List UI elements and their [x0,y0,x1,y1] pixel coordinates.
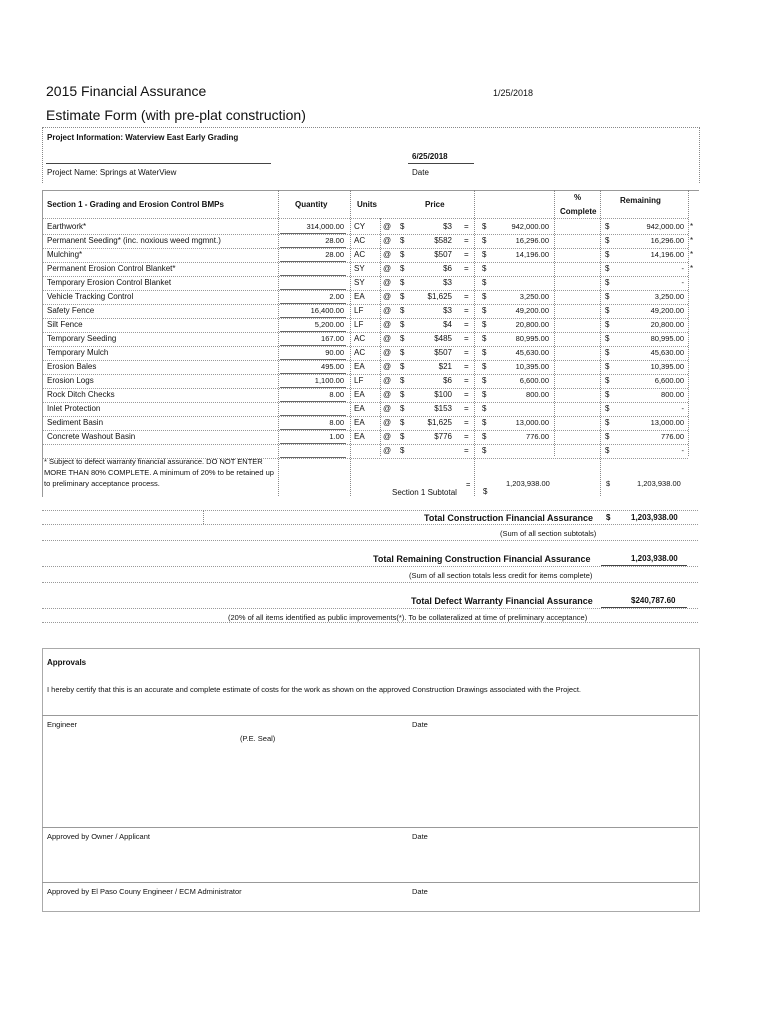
row-total: 13,000.00 [515,418,549,427]
total-construction-value: 1,203,938.00 [631,513,678,522]
row-unit: AC [354,250,366,259]
row-total: 20,800.00 [515,320,549,329]
subtotal-dollar-2: $ [483,487,488,496]
row-quantity: 167.00 [321,334,344,343]
row-dollar-remaining: $ [605,320,610,329]
row-dollar-total: $ [482,222,487,231]
row-eq: = [464,446,469,455]
row-dollar: $ [400,278,405,287]
row-remaining: 13,000.00 [650,418,684,427]
row-item: Concrete Washout Basin [47,432,136,441]
row-dollar: $ [400,236,405,245]
row-price: $1,625 [427,292,452,301]
row-eq: = [464,264,469,273]
row-remaining: 776.00 [661,432,684,441]
row-dollar-remaining: $ [605,264,610,273]
row-price: $776 [434,432,452,441]
subtotal-eq: = [466,480,471,489]
row-dollar: $ [400,334,405,343]
row-at: @ [383,320,392,329]
total-warranty-note: (20% of all items identified as public improvements(*). To be collateralized at time of preliminary acceptance) [228,613,588,622]
row-at: @ [383,222,392,231]
row-dollar-remaining: $ [605,404,610,413]
row-eq: = [464,348,469,357]
row-quantity: 16,400.00 [310,306,344,315]
row-star: * [690,250,694,259]
row-price: $582 [434,236,452,245]
row-dollar: $ [400,446,405,455]
row-item: Safety Fence [47,306,95,315]
county-date-label: Date [412,887,428,896]
col-header-quantity: Quantity [295,200,328,209]
row-eq: = [464,222,469,231]
row-price: $485 [434,334,452,343]
row-at: @ [383,418,392,427]
row-total: 45,630.00 [515,348,549,357]
subtotal-remaining: 1,203,938.00 [637,479,681,488]
col-header-price: Price [425,200,445,209]
row-eq: = [464,418,469,427]
row-item: Earthwork* [47,222,87,231]
row-unit: SY [354,264,365,273]
col-header-units: Units [357,200,377,209]
row-at: @ [383,278,392,287]
row-price: $1,625 [427,418,452,427]
row-quantity: 8.00 [329,418,344,427]
row-remaining: 16,296.00 [650,236,684,245]
col-header-remaining: Remaining [620,196,661,205]
row-dollar-remaining: $ [605,250,610,259]
row-total: 3,250.00 [519,292,549,301]
row-dollar-remaining: $ [605,362,610,371]
row-eq: = [464,334,469,343]
row-dollar: $ [400,222,405,231]
row-dollar-total: $ [482,362,487,371]
total-remaining-label: Total Remaining Construction Financial Assurance [373,554,591,564]
project-info-label: Project Information: Waterview East Early Grading [47,133,239,142]
row-dollar-total: $ [482,404,487,413]
subtotal-label: Section 1 Subtotal [392,488,457,497]
total-remaining-value: 1,203,938.00 [631,554,678,563]
row-dollar-total: $ [482,320,487,329]
total-construction-note: (Sum of all section subtotals) [500,529,597,538]
row-at: @ [383,348,392,357]
row-quantity: 495.00 [321,362,344,371]
row-total: 776.00 [526,432,549,441]
row-remaining: 3,250.00 [654,292,684,301]
row-item: Vehicle Tracking Control [47,292,134,301]
engineer-label: Engineer [47,720,78,729]
row-dollar-remaining: $ [605,222,610,231]
row-dollar: $ [400,390,405,399]
row-price: $6 [443,264,452,273]
row-unit: LF [354,320,364,329]
row-dollar-remaining: $ [605,278,610,287]
row-dollar-total: $ [482,390,487,399]
row-total: 49,200.00 [515,306,549,315]
row-quantity: 8.00 [329,390,344,399]
row-item: Rock Ditch Checks [47,390,115,399]
row-at: @ [383,390,392,399]
row-eq: = [464,432,469,441]
row-star: * [690,236,694,245]
row-total: 800.00 [526,390,549,399]
row-remaining: - [681,278,684,287]
table-note: * Subject to defect warranty financial assurance. DO NOT ENTER MORE THAN 80% COMPLETE. A minimum of 20% to be retained up to preliminary acceptance process. [44,457,274,488]
row-unit: LF [354,376,364,385]
row-dollar-total: $ [482,348,487,357]
row-dollar: $ [400,250,405,259]
row-unit: EA [354,292,365,301]
row-dollar-total: $ [482,264,487,273]
row-eq: = [464,320,469,329]
row-at: @ [383,292,392,301]
row-item: Silt Fence [47,320,83,329]
owner-date-label: Date [412,832,428,841]
row-eq: = [464,236,469,245]
row-eq: = [464,306,469,315]
row-price: $507 [434,348,452,357]
row-eq: = [464,390,469,399]
row-unit: AC [354,334,366,343]
row-dollar-remaining: $ [605,292,610,301]
row-item: Permanent Seeding* (inc. noxious weed mgmnt.) [47,236,221,245]
row-star: * [690,264,694,273]
row-price: $21 [438,362,452,371]
row-dollar-total: $ [482,278,487,287]
row-dollar-remaining: $ [605,334,610,343]
row-remaining: 942,000.00 [646,222,684,231]
row-unit: EA [354,418,365,427]
row-at: @ [383,264,392,273]
row-dollar-total: $ [482,376,487,385]
row-total: 14,196.00 [515,250,549,259]
row-at: @ [383,362,392,371]
row-at: @ [383,446,392,455]
row-dollar-total: $ [482,292,487,301]
row-dollar-total: $ [482,446,487,455]
row-price: $3 [443,278,452,287]
subtotal-value: 1,203,938.00 [506,479,550,488]
row-dollar: $ [400,306,405,315]
project-date-label: Date [412,168,429,177]
row-total: 942,000.00 [511,222,549,231]
row-price: $153 [434,404,452,413]
row-dollar: $ [400,348,405,357]
row-quantity: 28.00 [325,250,344,259]
row-dollar: $ [400,432,405,441]
row-quantity: 28.00 [325,236,344,245]
section-title: Section 1 - Grading and Erosion Control BMPs [47,200,224,209]
row-eq: = [464,362,469,371]
row-dollar-total: $ [482,432,487,441]
owner-label: Approved by Owner / Applicant [47,832,150,841]
row-unit: CY [354,222,366,231]
row-at: @ [383,250,392,259]
row-remaining: 20,800.00 [650,320,684,329]
row-item: Erosion Logs [47,376,94,385]
row-dollar: $ [400,418,405,427]
col-header-complete: Complete [560,207,597,216]
row-dollar-remaining: $ [605,236,610,245]
row-item: Permanent Erosion Control Blanket* [47,264,176,273]
header-date: 1/25/2018 [493,88,534,98]
total-warranty-label: Total Defect Warranty Financial Assurance [411,596,593,606]
row-remaining: 45,630.00 [650,348,684,357]
row-item: Erosion Bales [47,362,97,371]
row-total: 6,600.00 [519,376,549,385]
project-date-value: 6/25/2018 [412,152,448,161]
row-dollar-remaining: $ [605,348,610,357]
row-dollar-total: $ [482,236,487,245]
row-price: $100 [434,390,452,399]
row-dollar: $ [400,292,405,301]
row-price: $6 [443,376,452,385]
total-construction-dollar: $ [606,513,611,522]
row-remaining: 6,600.00 [654,376,684,385]
row-dollar-total: $ [482,250,487,259]
row-quantity: 2.00 [329,292,344,301]
row-quantity: 1,100.00 [314,376,344,385]
row-remaining: 10,395.00 [650,362,684,371]
row-item: Temporary Erosion Control Blanket [47,278,172,287]
row-item: Sediment Basin [47,418,104,427]
row-dollar: $ [400,320,405,329]
row-at: @ [383,404,392,413]
row-price: $507 [434,250,452,259]
row-eq: = [464,292,469,301]
row-unit: LF [354,306,364,315]
row-price: $3 [443,306,452,315]
row-dollar-remaining: $ [605,390,610,399]
form-title-line2: Estimate Form (with pre-plat construction) [46,107,306,123]
row-item: Temporary Seeding [47,334,117,343]
row-dollar: $ [400,376,405,385]
total-remaining-note: (Sum of all section totals less credit for items complete) [409,571,593,580]
row-dollar-remaining: $ [605,376,610,385]
row-dollar-remaining: $ [605,446,610,455]
certify-text: I hereby certify that this is an accurate and complete estimate of costs for the work as shown on the approved Construction Drawings associated with the Project. [47,685,582,694]
row-star: * [690,222,694,231]
total-construction-label: Total Construction Financial Assurance [424,513,594,523]
county-label: Approved by El Paso Couny Engineer / ECM Administrator [47,887,242,896]
row-dollar-total: $ [482,334,487,343]
project-name-label: Project Name: Springs at WaterView [47,168,177,177]
row-at: @ [383,376,392,385]
row-unit: SY [354,278,365,287]
engineer-date-label: Date [412,720,428,729]
col-header-pct: % [574,193,582,202]
row-unit: EA [354,404,365,413]
row-remaining: - [681,446,684,455]
row-remaining: - [681,404,684,413]
row-at: @ [383,334,392,343]
row-remaining: 49,200.00 [650,306,684,315]
subtotal-dollar: $ [606,479,611,488]
row-dollar-total: $ [482,306,487,315]
pe-seal: (P.E. Seal) [240,734,276,743]
row-at: @ [383,236,392,245]
row-dollar: $ [400,264,405,273]
row-price: $4 [443,320,452,329]
row-item: Temporary Mulch [47,348,109,357]
row-total: 10,395.00 [515,362,549,371]
row-dollar-remaining: $ [605,306,610,315]
row-item: Inlet Protection [47,404,101,413]
form-title-line1: 2015 Financial Assurance [46,83,207,99]
row-quantity: 314,000.00 [306,222,344,231]
row-unit: EA [354,432,365,441]
row-unit: EA [354,362,365,371]
row-remaining: 80,995.00 [650,334,684,343]
row-at: @ [383,432,392,441]
row-remaining: - [681,264,684,273]
row-remaining: 14,196.00 [650,250,684,259]
row-dollar: $ [400,362,405,371]
row-item: Mulching* [47,250,83,259]
row-unit: AC [354,348,366,357]
approvals-title: Approvals [47,658,87,667]
total-warranty-value: $240,787.60 [631,596,676,605]
row-dollar-remaining: $ [605,418,610,427]
row-unit: EA [354,390,365,399]
row-quantity: 5,200.00 [314,320,344,329]
row-quantity: 90.00 [325,348,344,357]
row-total: 16,296.00 [515,236,549,245]
row-dollar-total: $ [482,418,487,427]
row-total: 80,995.00 [515,334,549,343]
row-dollar-remaining: $ [605,432,610,441]
row-eq: = [464,250,469,259]
row-dollar: $ [400,404,405,413]
row-eq: = [464,376,469,385]
row-unit: AC [354,236,366,245]
row-eq: = [464,404,469,413]
row-at: @ [383,306,392,315]
row-price: $3 [443,222,452,231]
row-remaining: 800.00 [661,390,684,399]
row-quantity: 1.00 [329,432,344,441]
